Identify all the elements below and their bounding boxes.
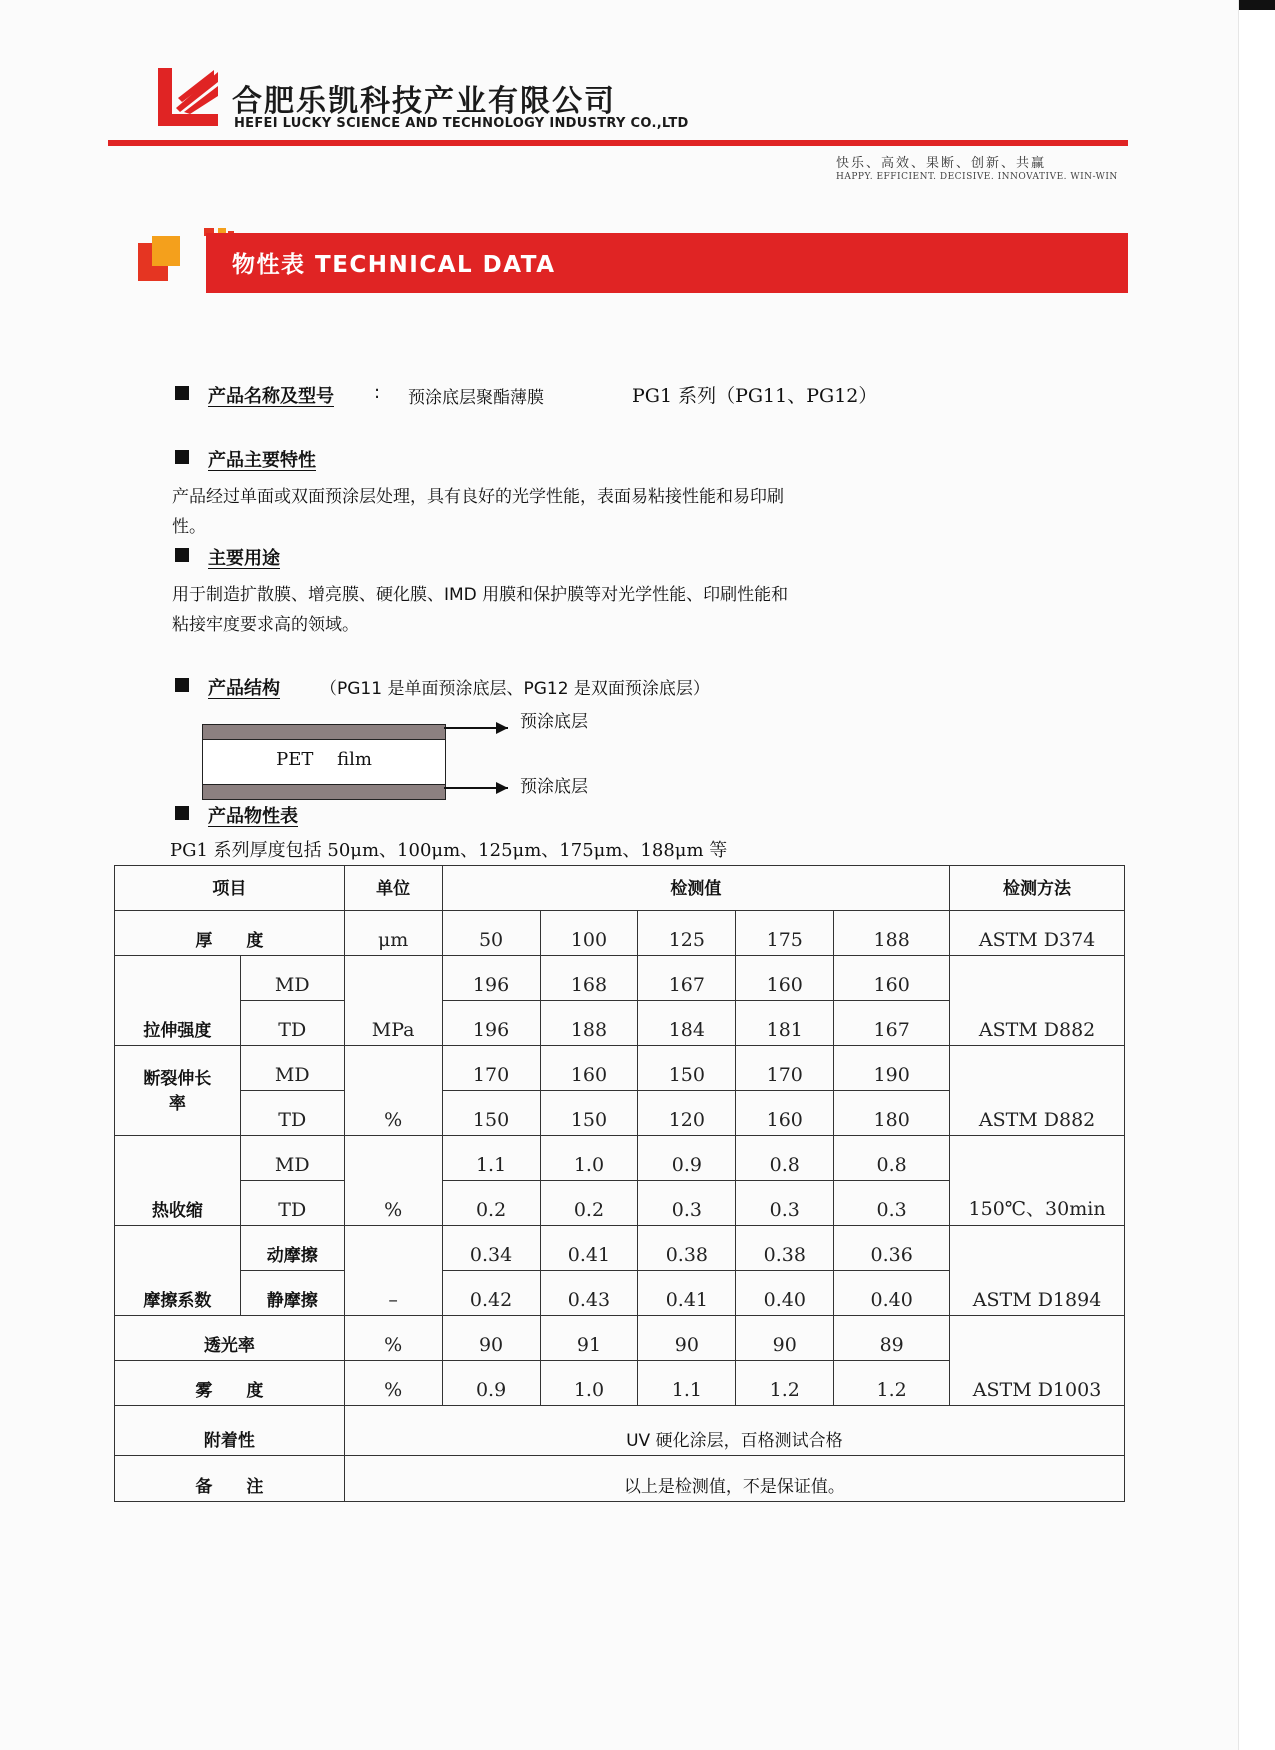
value-cell: 0.38: [638, 1226, 736, 1271]
remark-value: 以上是检测值，不是保证值。: [344, 1456, 1124, 1502]
value-cell: 188: [834, 911, 950, 956]
motto-en: HAPPY. EFFICIENT. DECISIVE. INNOVATIVE. WIN-WIN: [836, 172, 1118, 182]
value-cell: 90: [736, 1316, 834, 1361]
row-label-line: 率: [168, 1093, 186, 1114]
value-cell: 0.2: [442, 1181, 540, 1226]
thickness-note: PG1 系列厚度包括 50μm、100μm、125μm、175μm、188μm 等: [170, 840, 728, 861]
value-cell: 89: [834, 1316, 950, 1361]
arrow-right-icon: [496, 782, 508, 794]
value-cell: 168: [540, 956, 638, 1001]
row-label: 摩擦系数: [115, 1226, 241, 1316]
bullet-icon: [175, 548, 189, 562]
company-name-en: HEFEI LUCKY SCIENCE AND TECHNOLOGY INDUSTRY CO.,LTD: [234, 116, 689, 131]
table-header-row: [115, 866, 1125, 911]
table-row: [115, 1046, 1125, 1091]
value-cell: 170: [736, 1046, 834, 1091]
usage-heading: 主要用途: [208, 548, 280, 569]
header-method: 检测方法: [950, 866, 1125, 911]
value-cell: 0.9: [442, 1361, 540, 1406]
value-cell: 150: [540, 1091, 638, 1136]
table-row: [115, 1316, 1125, 1361]
header-rule: [108, 140, 1128, 146]
method-cell: ASTM D374: [950, 911, 1125, 956]
value-cell: 1.2: [736, 1361, 834, 1406]
unit-cell: %: [344, 1361, 442, 1406]
film-label: PET film: [276, 749, 372, 770]
film-structure-diagram: [202, 724, 446, 800]
value-cell: 188: [540, 1001, 638, 1046]
usage-line-1: 用于制造扩散膜、增亮膜、硬化膜、IMD 用膜和保护膜等对光学性能、印刷性能和: [172, 585, 789, 605]
features-line-2: 性。: [172, 517, 206, 537]
table-row: [115, 911, 1125, 956]
value-cell: 50: [442, 911, 540, 956]
value-cell: 0.41: [638, 1271, 736, 1316]
usage-line-2: 粘接牢度要求高的领域。: [172, 615, 359, 635]
technical-data-table: [114, 865, 1125, 1502]
features-heading: 产品主要特性: [208, 450, 316, 471]
value-cell: 1.0: [540, 1136, 638, 1181]
row-label: 厚 度: [115, 911, 345, 956]
method-cell: ASTM D1003: [950, 1316, 1125, 1406]
structure-note: （PG11 是单面预涂底层、PG12 是双面预涂底层）: [320, 679, 710, 699]
method-cell: 150℃、30min: [950, 1136, 1125, 1226]
value-cell: 184: [638, 1001, 736, 1046]
value-cell: 0.38: [736, 1226, 834, 1271]
value-cell: 125: [638, 911, 736, 956]
name-heading: 产品名称及型号: [208, 386, 334, 407]
unit-cell: %: [344, 1136, 442, 1226]
top-layer-label: 预涂底层: [520, 712, 588, 732]
arrow-right-icon: [496, 722, 508, 734]
value-cell: 90: [442, 1316, 540, 1361]
decor-square-orange: [152, 236, 180, 266]
header-values: 检测值: [442, 866, 950, 911]
bullet-icon: [175, 806, 189, 820]
properties-heading: 产品物性表: [208, 806, 298, 827]
value-cell: 0.2: [540, 1181, 638, 1226]
value-cell: 0.43: [540, 1271, 638, 1316]
value-cell: 0.36: [834, 1226, 950, 1271]
value-cell: 0.9: [638, 1136, 736, 1181]
value-cell: 160: [540, 1046, 638, 1091]
value-cell: 160: [834, 956, 950, 1001]
sub-label: TD: [240, 1091, 344, 1136]
row-label: 热收缩: [115, 1136, 241, 1226]
top-coating-layer: [203, 725, 445, 740]
value-cell: 170: [442, 1046, 540, 1091]
adhesion-value: UV 硬化涂层，百格测试合格: [344, 1406, 1124, 1456]
row-label: 附着性: [115, 1406, 345, 1456]
name-value-model: PG1 系列（PG11、PG12）: [632, 385, 878, 407]
unit-cell: %: [344, 1316, 442, 1361]
value-cell: 0.34: [442, 1226, 540, 1271]
method-cell: ASTM D1894: [950, 1226, 1125, 1316]
method-cell: ASTM D882: [950, 1046, 1125, 1136]
value-cell: 150: [638, 1046, 736, 1091]
sub-label: TD: [240, 1001, 344, 1046]
value-cell: 0.40: [834, 1271, 950, 1316]
table-row: [115, 1226, 1125, 1271]
company-logo-icon: [158, 68, 220, 128]
sub-label: 静摩擦: [240, 1271, 344, 1316]
bullet-icon: [175, 450, 189, 464]
header-unit: 单位: [344, 866, 442, 911]
features-line-1: 产品经过单面或双面预涂层处理，具有良好的光学性能，表面易粘接性能和易印刷: [172, 487, 784, 507]
value-cell: 1.1: [442, 1136, 540, 1181]
value-cell: 180: [834, 1091, 950, 1136]
sub-label: 动摩擦: [240, 1226, 344, 1271]
value-cell: 0.8: [736, 1136, 834, 1181]
row-label: 备 注: [115, 1456, 345, 1502]
value-cell: 160: [736, 1091, 834, 1136]
table-row: [115, 1136, 1125, 1181]
value-cell: 0.41: [540, 1226, 638, 1271]
row-label: 雾 度: [115, 1361, 345, 1406]
bullet-icon: [175, 678, 189, 692]
structure-heading: 产品结构: [208, 678, 280, 699]
row-label-line: 断裂伸长: [143, 1068, 212, 1089]
bottom-coating-layer: [203, 784, 445, 799]
motto-cn: 快乐、高效、果断、创新、共赢: [836, 156, 1047, 171]
name-value-cn: 预涂底层聚酯薄膜: [408, 388, 544, 408]
value-cell: 167: [638, 956, 736, 1001]
page-edge-corner: [1239, 0, 1275, 10]
value-cell: 196: [442, 956, 540, 1001]
value-cell: 1.2: [834, 1361, 950, 1406]
value-cell: 167: [834, 1001, 950, 1046]
table-row: [115, 1456, 1125, 1502]
table-row: [115, 1406, 1125, 1456]
value-cell: 0.42: [442, 1271, 540, 1316]
banner-title: 物性表 TECHNICAL DATA: [232, 252, 556, 278]
value-cell: 190: [834, 1046, 950, 1091]
value-cell: 0.3: [834, 1181, 950, 1226]
value-cell: 91: [540, 1316, 638, 1361]
value-cell: 150: [442, 1091, 540, 1136]
value-cell: 1.0: [540, 1361, 638, 1406]
unit-cell: %: [344, 1046, 442, 1136]
value-cell: 0.8: [834, 1136, 950, 1181]
value-cell: 120: [638, 1091, 736, 1136]
company-name-cn: 合肥乐凯科技产业有限公司: [232, 84, 616, 119]
value-cell: 0.3: [638, 1181, 736, 1226]
page-edge: [1238, 0, 1275, 1750]
table-row: [115, 956, 1125, 1001]
name-colon: :: [374, 382, 381, 403]
value-cell: 196: [442, 1001, 540, 1046]
value-cell: 160: [736, 956, 834, 1001]
value-cell: 90: [638, 1316, 736, 1361]
sub-label: TD: [240, 1181, 344, 1226]
sub-label: MD: [240, 1046, 344, 1091]
unit-cell: –: [344, 1226, 442, 1316]
value-cell: 100: [540, 911, 638, 956]
method-cell: ASTM D882: [950, 956, 1125, 1046]
value-cell: 0.3: [736, 1181, 834, 1226]
value-cell: 175: [736, 911, 834, 956]
value-cell: 0.40: [736, 1271, 834, 1316]
row-label: [115, 1046, 241, 1136]
unit-cell: MPa: [344, 956, 442, 1046]
value-cell: 1.1: [638, 1361, 736, 1406]
bottom-layer-label: 预涂底层: [520, 777, 588, 797]
header-item: 项目: [115, 866, 345, 911]
unit-cell: μm: [344, 911, 442, 956]
row-label: 透光率: [115, 1316, 345, 1361]
row-label: 拉伸强度: [115, 956, 241, 1046]
value-cell: 181: [736, 1001, 834, 1046]
sub-label: MD: [240, 1136, 344, 1181]
bullet-icon: [175, 386, 189, 400]
sub-label: MD: [240, 956, 344, 1001]
